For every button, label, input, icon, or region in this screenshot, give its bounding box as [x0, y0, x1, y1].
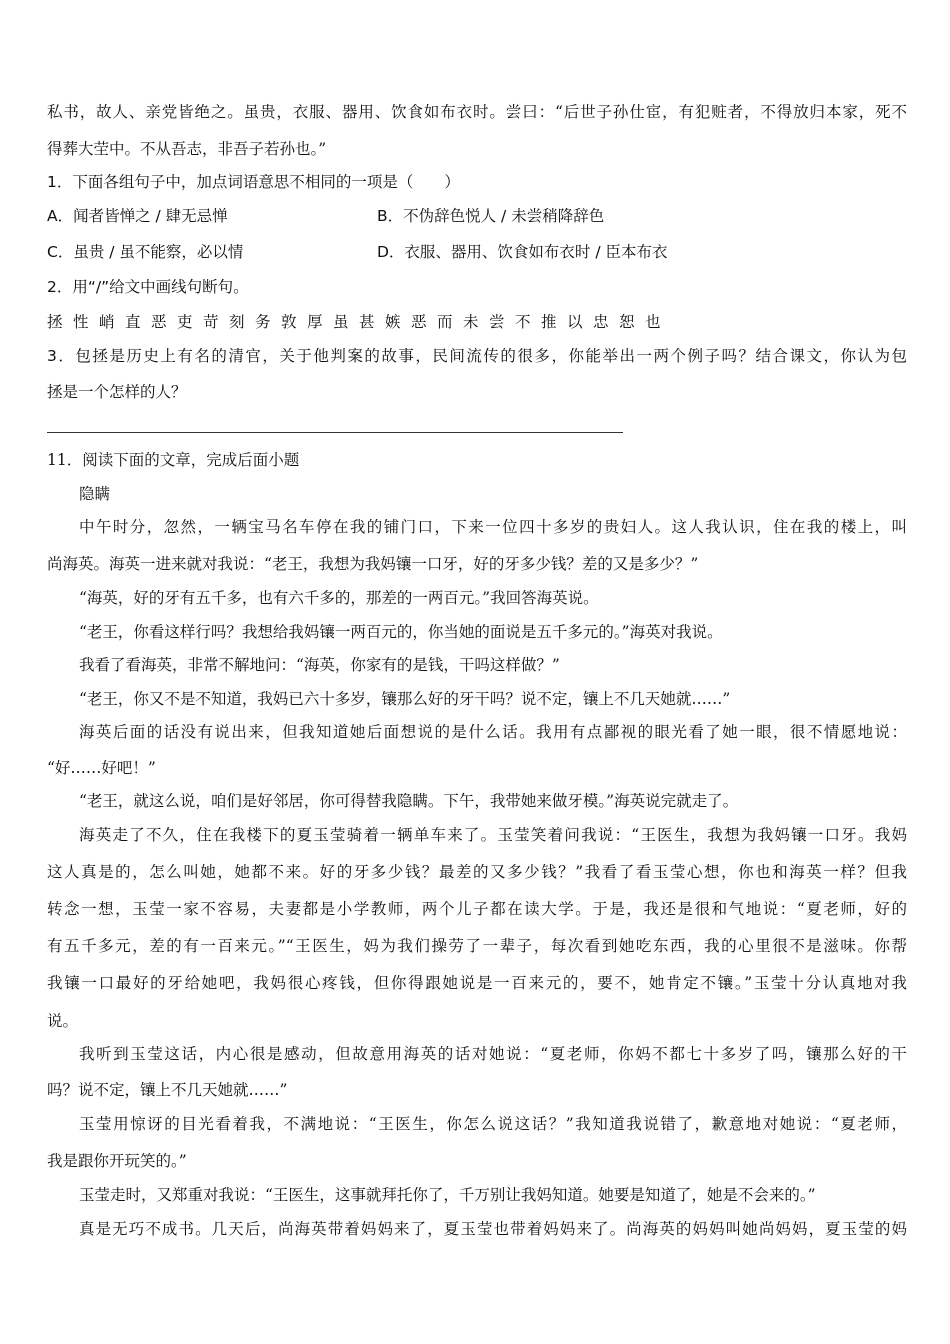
q3-line-1: 3．包拯是历史上有名的清官，关于他判案的故事，民间流传的很多，你能举出一两个例子吗？结合课文，你认为包 — [47, 347, 907, 365]
article-line-11: 这人真是的，怎么叫她，她都不来。好的牙多少钱？最差的又多少钱？”我看了看玉莹心想，你也和海英一样？但我 — [47, 863, 907, 881]
article-line-1: 中午时分，忽然，一辆宝马名车停在我的铺门口，下来一位四十多岁的贵妇人。这人我认识，住在我的楼上，叫 — [79, 518, 907, 536]
article-line-6: “老王，你又不是不知道，我妈已六十多岁，镶那么好的牙干吗？说不定，镶上不几天她就……” — [79, 690, 731, 708]
passage-line-2: 得葬大茔中。不从吾志，非吾子若孙也。” — [47, 140, 327, 158]
q1-option-d: D．衣服、器用、饮食如布衣时 / 臣本布衣 — [377, 243, 668, 261]
article-line-15: 说。 — [47, 1012, 79, 1030]
article-line-7: 海英后面的话没有说出来，但我知道她后面想说的是什么话。我用有点鄙视的眼光看了她一眼，很不情愿地说： — [79, 723, 907, 741]
article-line-14: 我镶一口最好的牙给她吧，我妈很心疼钱，但你得跟她说是一百来元的，要不，她肯定不镶。”玉莹十分认真地对我 — [47, 974, 907, 992]
passage-line-1: 私书，故人、亲党皆绝之。虽贵，衣服、器用、饮食如布衣时。尝曰：“后世子孙仕宦，有犯赃者，不得放归本家，死不 — [47, 103, 907, 121]
article-line-17: 吗？说不定，镶上不几天她就……” — [47, 1081, 288, 1099]
article-line-19: 我是跟你开玩笑的。” — [47, 1152, 187, 1170]
q1-option-b: B．不伪辞色悦人 / 未尝稍降辞色 — [377, 207, 605, 225]
article-line-9: “老王，就这么说，咱们是好邻居，你可得替我隐瞒。下午，我带她来做牙模。”海英说完就走了。 — [79, 792, 739, 810]
article-line-10: 海英走了不久，住在我楼下的夏玉莹骑着一辆单车来了。玉莹笑着问我说：“王医生，我想为我妈镶一口牙。我妈 — [79, 826, 907, 844]
article-line-2: 尚海英。海英一进来就对我说：“老王，我想为我妈镶一口牙，好的牙多少钱？差的又是多少？” — [47, 555, 699, 573]
article-line-12: 转念一想，玉莹一家不容易，夫妻都是小学教师，两个儿子都在读大学。于是，我还是很和气地说：“夏老师，好的 — [47, 900, 907, 918]
q1-option-c: C．虽贵 / 虽不能察，必以情 — [47, 243, 244, 261]
article-title: 隐瞒 — [79, 485, 111, 503]
article-line-21: 真是无巧不成书。几天后，尚海英带着妈妈来了，夏玉莹也带着妈妈来了。尚海英的妈妈叫她尚妈妈，夏玉莹的妈 — [79, 1220, 907, 1238]
q1-option-a: A．闻者皆惮之 / 肆无忌惮 — [47, 207, 228, 225]
article-line-5: 我看了看海英，非常不解地问：“海英，你家有的是钱，干吗这样做？” — [79, 656, 560, 674]
q11-heading: 11．阅读下面的文章，完成后面小题 — [47, 451, 300, 469]
q1-stem: 1．下面各组句子中，加点词语意思不相同的一项是（ ） — [47, 173, 460, 191]
q3-line-2: 拯是一个怎样的人？ — [47, 383, 187, 401]
q2-stem: 2．用“/”给文中画线句断句。 — [47, 278, 249, 296]
article-line-16: 我听到玉莹这话，内心很是感动，但故意用海英的话对她说：“夏老师，你妈不都七十多岁了吗，镶那么好的干 — [79, 1045, 907, 1063]
article-line-8: “好……好吧！” — [47, 759, 156, 777]
article-line-18: 玉莹用惊讶的目光看着我，不满地说：“王医生，你怎么说这话？”我知道我说错了，歉意地对她说：“夏老师， — [79, 1115, 907, 1133]
article-line-4: “老王，你看这样行吗？我想给我妈镶一两百元的，你当她的面说是五千多元的。”海英对我说。 — [79, 623, 723, 641]
article-line-3: “海英，好的牙有五千多，也有六千多的，那差的一两百元。”我回答海英说。 — [79, 589, 599, 607]
article-line-20: 玉莹走时，又郑重对我说：“王医生，这事就拜托你了，千万别让我妈知道。她要是知道了，她是不会来的。” — [79, 1186, 816, 1204]
answer-line — [47, 432, 623, 433]
q2-sentence: 拯性峭直恶吏苛刻务敦厚虽甚嫉恶而未尝不推以忠恕也 — [47, 313, 672, 331]
article-line-13: 有五千多元，差的有一百来元。”“王医生，妈为我们操劳了一辈子，每次看到她吃东西，我的心里很不是滋味。你帮 — [47, 937, 907, 955]
